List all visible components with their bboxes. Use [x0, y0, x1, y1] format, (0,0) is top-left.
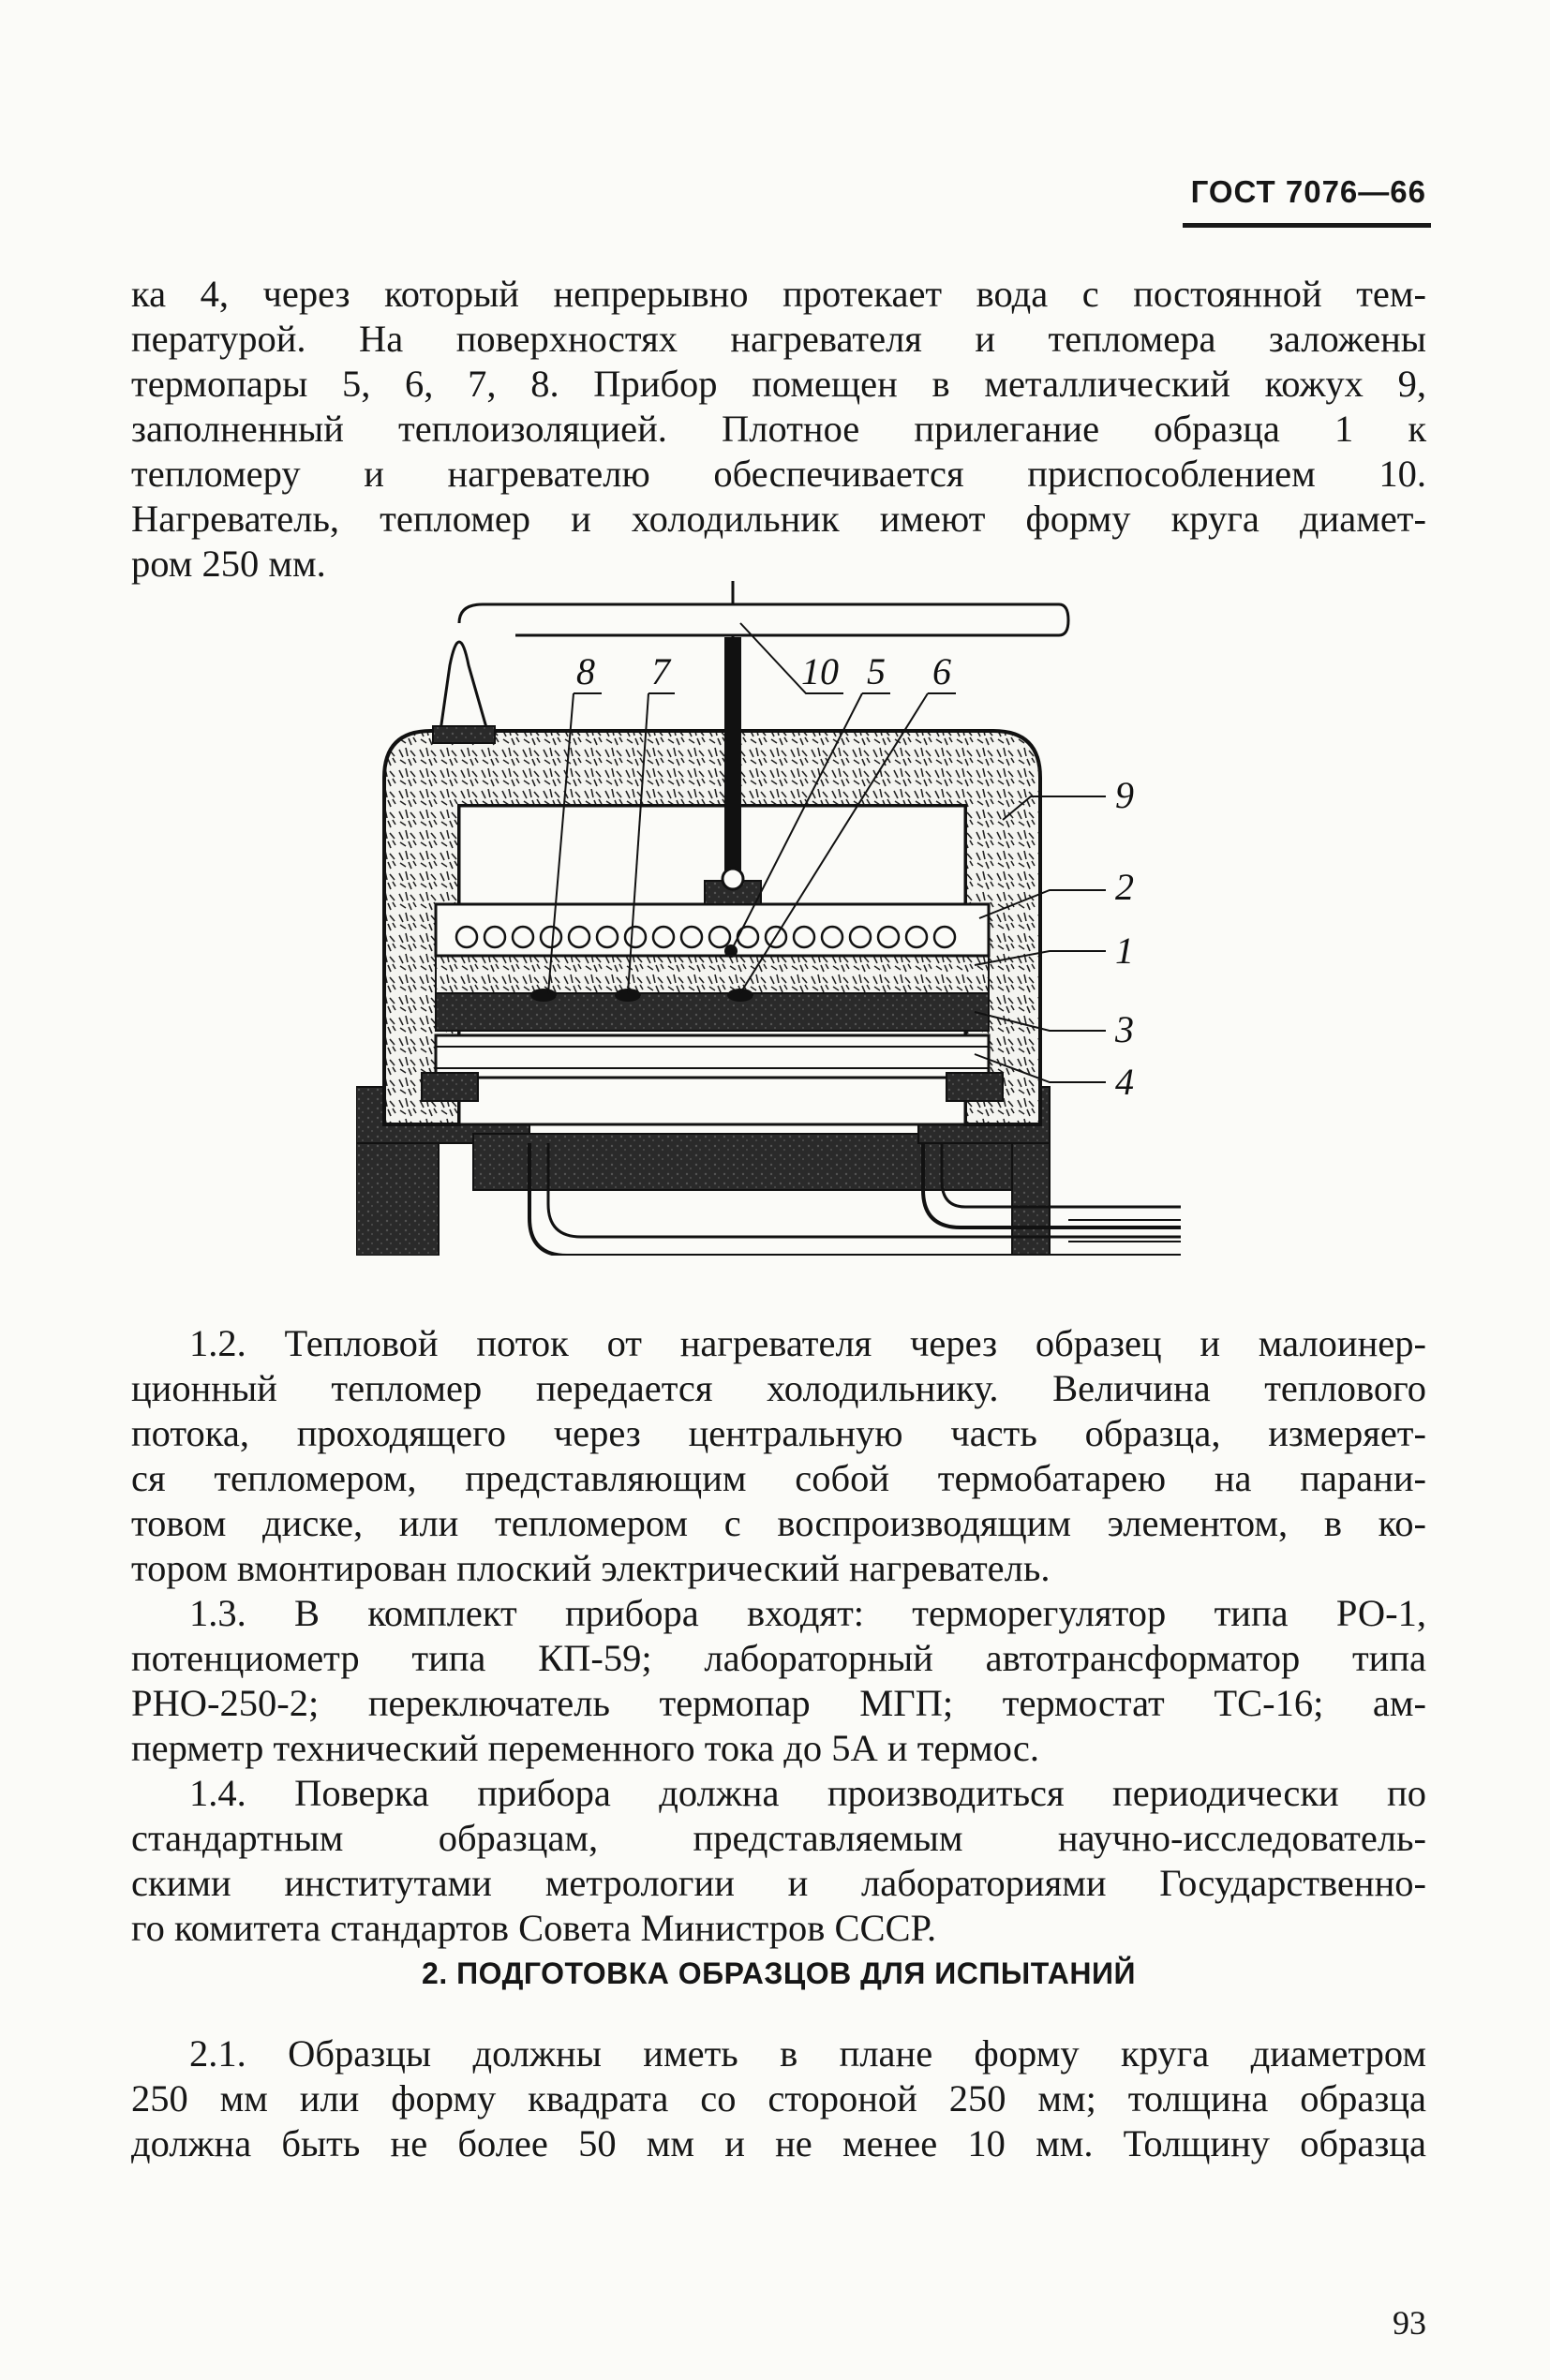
label-10: 10 — [801, 650, 839, 692]
apparatus-diagram — [356, 581, 1181, 1256]
label-2: 2 — [1115, 866, 1134, 908]
text-line: 250 мм или форму квадрата со стороной 250 мм; толщина образца — [131, 2077, 1426, 2120]
text-line: РНО-250-2; переключатель термопар МГП; термостат ТС-16; ам- — [131, 1682, 1426, 1724]
label-4: 4 — [1115, 1061, 1134, 1103]
label-7: 7 — [651, 650, 670, 692]
paragraph-1-2 — [131, 1321, 1426, 1591]
text-line: термопары 5, 6, 7, 8. Прибор помещен в металлический кожух 9, — [131, 363, 1426, 405]
text-line: заполненный теплоизоляцией. Плотное прилегание образца 1 к — [131, 408, 1426, 450]
header-rule — [1183, 223, 1431, 228]
specimen — [436, 956, 989, 993]
paragraph-1-4 — [131, 1771, 1426, 1951]
text-line: 1.4. Поверка прибора должна производиться периодически по — [189, 1772, 1426, 1814]
lever-arm — [459, 604, 1068, 635]
heat-flow-meter — [436, 993, 989, 1031]
section-heading: 2. ПОДГОТОВКА ОБРАЗЦОВ ДЛЯ ИСПЫТАНИЙ — [422, 1956, 1136, 1990]
text-line: пературой. На поверхностях нагревателя и тепломера заложены — [131, 318, 1426, 360]
text-line: 1.2. Тепловой поток от нагревателя через образец и малоинер- — [189, 1322, 1426, 1364]
text-line: ционный тепломер передается холодильнику. Величина теплового — [131, 1367, 1426, 1409]
label-5: 5 — [867, 650, 886, 692]
text-line: го комитета стандартов Совета Министров СССР. — [131, 1907, 937, 1949]
text-line: Нагреватель, тепломер и холодильник имеют форму круга диамет- — [131, 498, 1426, 540]
text-line: стандартным образцам, представляемым научно-исследователь- — [131, 1817, 1426, 1859]
text-line: скими институтами метрологии и лабораториями Государственно- — [131, 1862, 1426, 1904]
text-line: ром 250 мм. — [131, 543, 326, 585]
text-line: потока, проходящего через центральную часть образца, измеряет- — [131, 1412, 1426, 1454]
clamp-rod — [724, 637, 741, 885]
page-number: 93 — [1393, 2304, 1426, 2342]
paragraph-1-3 — [131, 1591, 1426, 1771]
text-line: ся тепломером, представляющим собой термобатарею на парани- — [131, 1457, 1426, 1499]
text-line: потенциометр типа КП-59; лабораторный автотрансформатор типа — [131, 1637, 1426, 1679]
text-line: 2.1. Образцы должны иметь в плане форму круга диаметром — [189, 2032, 1426, 2075]
text-line: товом диске, или тепломером с воспроизводящим элементом, в ко- — [131, 1502, 1426, 1544]
text-line: тепломеру и нагревателю обеспечивается приспособлением 10. — [131, 453, 1426, 495]
text-line: тором вмонтирован плоский электрический нагреватель. — [131, 1547, 1051, 1589]
label-1: 1 — [1115, 930, 1134, 972]
label-9: 9 — [1115, 774, 1134, 816]
paragraph-continuation — [131, 272, 1426, 587]
standard-header: ГОСТ 7076—66 — [1190, 174, 1426, 209]
text-line: перметр технический переменного тока до 5А и термос. — [131, 1727, 1040, 1769]
label-8: 8 — [576, 650, 595, 692]
cooler-plate — [436, 1035, 989, 1078]
text-line: 1.3. В комплект прибора входят: терморегулятор типа РО-1, — [189, 1592, 1426, 1634]
label-3: 3 — [1115, 1008, 1134, 1050]
text-line: должна быть не более 50 мм и не менее 10 мм. Толщину образца — [131, 2122, 1426, 2164]
weight — [440, 642, 487, 731]
text-line: ка 4, через который непрерывно протекает вода с постоянной тем- — [131, 273, 1426, 315]
paragraph-2-1 — [131, 2031, 1426, 2166]
label-6: 6 — [932, 650, 951, 692]
